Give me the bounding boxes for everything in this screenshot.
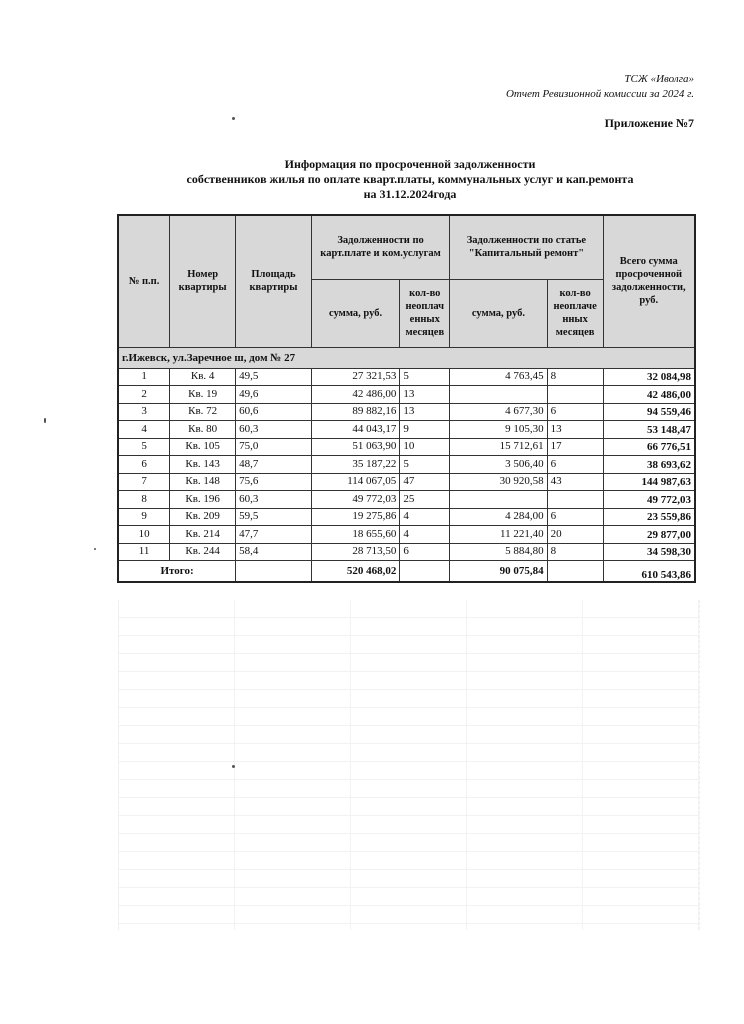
table-row	[118, 526, 695, 544]
row-rent-sum: 42 486,00	[311, 386, 399, 404]
total-rent-sum: 520 468,02	[311, 561, 399, 583]
total-label: Итого:	[118, 561, 236, 583]
title-line-2: собственников жилья по оплате кварт.платы, коммунальных услуг и кап.ремонта	[186, 172, 634, 186]
row-repair-months: 17	[547, 438, 603, 456]
row-num: 5	[118, 438, 170, 456]
row-repair-sum: 11 221,40	[450, 526, 547, 544]
row-area: 47,7	[236, 526, 312, 544]
row-total: 34 598,30	[603, 543, 695, 561]
header-group-repair: Задолженности по статье "Капитальный ремонт"	[450, 215, 603, 279]
title-line-1: Информация по просроченной задолженности	[284, 157, 536, 171]
row-num: 8	[118, 491, 170, 509]
row-rent-months: 9	[400, 421, 450, 439]
row-repair-sum: 4 284,00	[450, 508, 547, 526]
row-total: 23 559,86	[603, 508, 695, 526]
table-row	[118, 543, 695, 561]
row-total: 94 559,46	[603, 403, 695, 421]
row-num: 1	[118, 368, 170, 386]
debt-table	[117, 214, 696, 583]
table-row	[118, 438, 695, 456]
header-apartment: Номер квартиры	[170, 215, 236, 347]
row-repair-sum	[450, 386, 547, 404]
total-repair-months-cell	[547, 561, 603, 583]
row-area: 75,0	[236, 438, 312, 456]
row-apartment: Кв. 148	[170, 473, 236, 491]
row-repair-months	[547, 491, 603, 509]
row-repair-months: 6	[547, 508, 603, 526]
row-rent-sum: 35 187,22	[311, 456, 399, 474]
title-line-3: на 31.12.2024года	[363, 187, 457, 201]
row-repair-sum: 30 920,58	[450, 473, 547, 491]
row-apartment: Кв. 196	[170, 491, 236, 509]
row-repair-sum: 4 677,30	[450, 403, 547, 421]
scan-speck	[232, 117, 235, 120]
row-area: 60,3	[236, 491, 312, 509]
row-rent-months: 10	[400, 438, 450, 456]
row-apartment: Кв. 4	[170, 368, 236, 386]
row-repair-sum: 3 506,40	[450, 456, 547, 474]
row-apartment: Кв. 143	[170, 456, 236, 474]
row-area: 49,6	[236, 386, 312, 404]
report-name: Отчет Ревизионной комиссии за 2024 г.	[505, 88, 694, 100]
row-total: 53 148,47	[603, 421, 695, 439]
row-total: 29 877,00	[603, 526, 695, 544]
row-num: 10	[118, 526, 170, 544]
row-repair-months: 8	[547, 543, 603, 561]
row-repair-sum: 9 105,30	[450, 421, 547, 439]
header-num: № п.п.	[118, 215, 170, 347]
header-repair-months: кол-во неоплаче нных месяцев	[547, 279, 603, 347]
table-row	[118, 508, 695, 526]
row-rent-months: 6	[400, 543, 450, 561]
row-repair-months: 8	[547, 368, 603, 386]
scan-speck	[44, 418, 46, 423]
row-repair-sum: 4 763,45	[450, 368, 547, 386]
row-num: 9	[118, 508, 170, 526]
header-rent-sum: сумма, руб.	[311, 279, 399, 347]
row-rent-months: 13	[400, 386, 450, 404]
row-apartment: Кв. 209	[170, 508, 236, 526]
row-area: 60,6	[236, 403, 312, 421]
address-row: г.Ижевск, ул.Заречное ш, дом № 27	[118, 347, 695, 368]
bleed-through-grid	[118, 600, 700, 930]
scan-speck	[94, 548, 96, 550]
row-total: 144 987,63	[603, 473, 695, 491]
row-rent-sum: 114 067,05	[311, 473, 399, 491]
scan-speck	[232, 765, 235, 768]
table-row	[118, 421, 695, 439]
row-repair-sum	[450, 491, 547, 509]
row-apartment: Кв. 80	[170, 421, 236, 439]
row-num: 6	[118, 456, 170, 474]
row-apartment: Кв. 105	[170, 438, 236, 456]
total-repair-sum: 90 075,84	[450, 561, 547, 583]
row-area: 59,5	[236, 508, 312, 526]
row-num: 11	[118, 543, 170, 561]
table-row	[118, 403, 695, 421]
table-row	[118, 368, 695, 386]
row-rent-months: 4	[400, 508, 450, 526]
table-row	[118, 386, 695, 404]
row-area: 60,3	[236, 421, 312, 439]
appendix-label: Приложение №7	[604, 116, 694, 130]
header-group-rent: Задолженности по карт.плате и ком.услугам	[311, 215, 449, 279]
row-num: 4	[118, 421, 170, 439]
header-repair-sum: сумма, руб.	[450, 279, 547, 347]
row-repair-months: 13	[547, 421, 603, 439]
row-rent-sum: 49 772,03	[311, 491, 399, 509]
row-total: 49 772,03	[603, 491, 695, 509]
row-rent-months: 4	[400, 526, 450, 544]
row-rent-sum: 28 713,50	[311, 543, 399, 561]
row-num: 3	[118, 403, 170, 421]
row-rent-sum: 19 275,86	[311, 508, 399, 526]
row-repair-sum: 15 712,61	[450, 438, 547, 456]
row-repair-months: 20	[547, 526, 603, 544]
header-total: Всего сумма просроченной задолженности, руб.	[603, 215, 695, 347]
table-row	[118, 491, 695, 509]
row-area: 75,6	[236, 473, 312, 491]
row-rent-months: 13	[400, 403, 450, 421]
row-rent-sum: 27 321,53	[311, 368, 399, 386]
row-apartment: Кв. 72	[170, 403, 236, 421]
row-repair-months	[547, 386, 603, 404]
row-rent-months: 5	[400, 368, 450, 386]
row-rent-sum: 89 882,16	[311, 403, 399, 421]
row-rent-sum: 18 655,60	[311, 526, 399, 544]
row-repair-months: 6	[547, 456, 603, 474]
row-apartment: Кв. 214	[170, 526, 236, 544]
organization-name: ТСЖ «Иволга»	[624, 73, 694, 85]
row-total: 38 693,62	[603, 456, 695, 474]
row-rent-months: 47	[400, 473, 450, 491]
row-area: 49,5	[236, 368, 312, 386]
row-area: 48,7	[236, 456, 312, 474]
row-total: 32 084,98	[603, 368, 695, 386]
row-apartment: Кв. 244	[170, 543, 236, 561]
row-total: 66 776,51	[603, 438, 695, 456]
row-repair-months: 43	[547, 473, 603, 491]
row-apartment: Кв. 19	[170, 386, 236, 404]
header-area: Площадь квартиры	[236, 215, 312, 347]
header-rent-months: кол-во неоплач енных месяцев	[400, 279, 450, 347]
total-rent-months-cell	[400, 561, 450, 583]
row-num: 2	[118, 386, 170, 404]
row-repair-months: 6	[547, 403, 603, 421]
document-title	[100, 157, 720, 202]
grand-total: 610 543,86	[603, 561, 695, 583]
row-rent-sum: 51 063,90	[311, 438, 399, 456]
row-total: 42 486,00	[603, 386, 695, 404]
total-area-cell	[236, 561, 312, 583]
row-repair-sum: 5 884,80	[450, 543, 547, 561]
table-row	[118, 473, 695, 491]
row-rent-months: 25	[400, 491, 450, 509]
row-rent-sum: 44 043,17	[311, 421, 399, 439]
table-row	[118, 456, 695, 474]
row-rent-months: 5	[400, 456, 450, 474]
row-area: 58,4	[236, 543, 312, 561]
row-num: 7	[118, 473, 170, 491]
